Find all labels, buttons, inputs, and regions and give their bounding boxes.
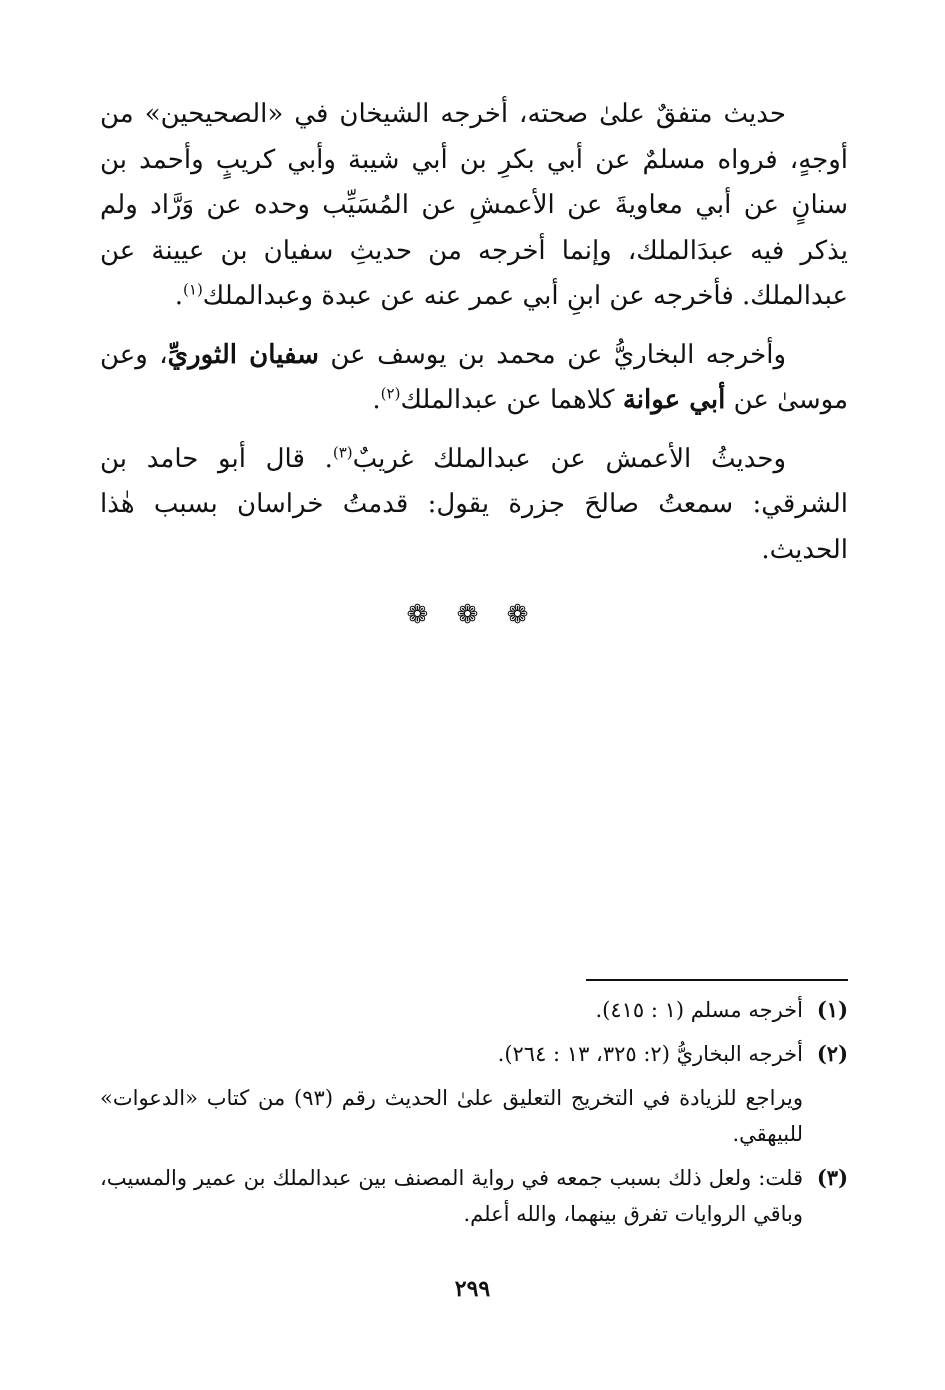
narrator-name-sufyan: سفيان الثوريِّ bbox=[167, 339, 319, 370]
footnote-ref-3: (٣) bbox=[332, 442, 353, 461]
paragraph-2-end: . bbox=[372, 385, 381, 415]
footnote-2 bbox=[100, 1036, 848, 1072]
body-text bbox=[100, 92, 848, 586]
footnote-number: (١) bbox=[816, 997, 848, 1022]
footnote-1 bbox=[100, 992, 848, 1028]
paragraph-3 bbox=[100, 437, 848, 574]
footnote-text: قلت: ولعل ذلك بسبب جمعه في رواية المصنف بين عبدالملك بن عمير والمسيب، وباقي الروايات تفرق بينهما، والله أعلم. bbox=[100, 1166, 803, 1226]
paragraph-3-part-2: . قال أبو حامد بن الشرقي: سمعتُ صالحَ جزرة يقول: قدمتُ خراسان بسبب هٰذا الحديث. bbox=[100, 443, 848, 565]
footnote-text: أخرجه البخاريُّ (٢: ٣٢٥، ١٣ : ٢٦٤). bbox=[497, 1042, 803, 1066]
page-number: ٢٩٩ bbox=[454, 1276, 491, 1302]
footnote-text: أخرجه مسلم (١ : ٤١٥). bbox=[595, 998, 803, 1022]
footnote-2-continuation: ويراجع للزيادة في التخريج التعليق علىٰ الحديث رقم (٩٣) من كتاب «الدعوات» للبيهقي. bbox=[100, 1086, 804, 1146]
footnote-number: (٣) bbox=[816, 1165, 848, 1190]
paragraph-3-part-1: وحديثُ الأعمش عن عبدالملك غريبٌ bbox=[352, 443, 786, 474]
paragraph-1-end: . bbox=[174, 281, 184, 311]
footnote-divider bbox=[586, 979, 848, 981]
narrator-name-abu-awana: أبي عوانة bbox=[622, 385, 726, 415]
paragraph-2-part-2: ، وعن موسىٰ عن bbox=[100, 339, 848, 415]
paragraph-2-part-1: وأخرجه البخاريُّ عن محمد بن يوسف عن bbox=[330, 339, 786, 370]
footnote-ref-2: (٢) bbox=[380, 384, 401, 403]
paragraph-1 bbox=[100, 92, 848, 320]
footnote-3 bbox=[100, 1160, 848, 1232]
footnotes bbox=[100, 992, 848, 1240]
paragraph-2-part-3: كلاهما عن عبدالملك bbox=[400, 385, 615, 415]
paragraph-1-text: حديث متفقٌ علىٰ صحته، أخرجه الشيخان في «الصحيحين» من أوجهٍ، فرواه مسلمٌ عن أبي بكرِ بن أبي شيبة وأبي كريبٍ وأحمد بن سنانٍ عن أبي معاويةَ عن الأعمشِ عن المُسَيِّب وحده عن وَرَّاد ولم يذكر فيه عبدَالملك، وإنما أخرجه من حديثِ سفيان بن عيينة عن عبدالملك. فأخرجه عن ابنِ أبي عمر عنه عن عبدة وعبدالملك bbox=[100, 99, 848, 311]
paragraph-2 bbox=[100, 333, 848, 424]
footnote-number: (٢) bbox=[816, 1041, 848, 1066]
footnote-ref-1: (١) bbox=[183, 280, 203, 299]
section-separator-ornament: ❁ ❁ ❁ bbox=[406, 600, 539, 630]
